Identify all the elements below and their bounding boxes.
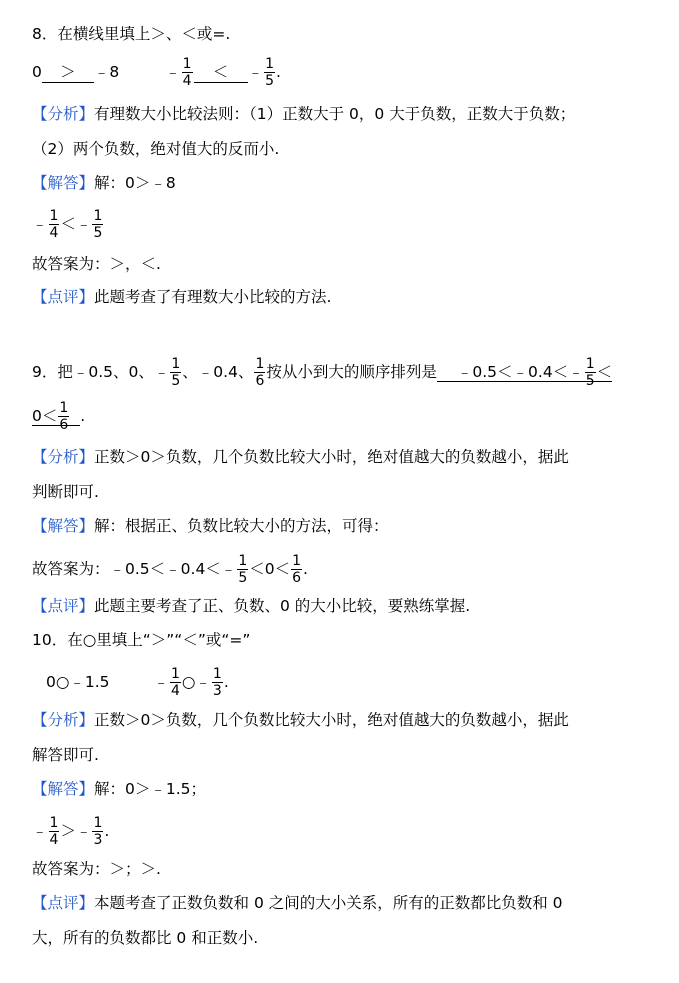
q9-ans-end: . [80,407,86,425]
q10-b-fraction2 [212,666,223,699]
q9-final-fraction1 [237,553,248,586]
q9-final-end: . [303,560,308,578]
q10-ans2-end: . [104,822,110,840]
q8-review-tag: 【点评】 [32,288,95,306]
q10-answer-tag: 【解答】 [32,780,95,798]
q10-analysis-text1: 正数＞0＞负数，几个负数比较大小时，绝对值越大的负数越小，据此 [94,711,569,729]
q8-b-minus1: ﹣ [165,63,181,81]
q8-problem-line [32,56,281,89]
q9-analysis-text1: 正数＞0＞负数，几个负数比较大小时，绝对值越大的负数越小，据此 [94,448,569,466]
q9-ans-lt: ＜ [596,363,613,381]
q8-analysis-line2: （2）两个负数，绝对值大的反而小. [32,140,280,158]
q10-ans2-fraction1 [49,815,60,848]
q8-final-answer: 故答案为：＞，＜. [32,255,161,273]
q10-b-fraction1-den: 4 [170,683,180,699]
q9-stem-line [32,356,612,389]
q9-final-pre: 故答案为：﹣0.5＜﹣0.4＜﹣ [32,560,237,578]
q10-review-tag: 【点评】 [32,894,95,912]
q9-ans-fraction1-den: 5 [585,373,595,389]
q8-b-answer-blank: ＜ [194,62,248,83]
q10-analysis-tag: 【分析】 [32,711,95,729]
q10-a: 0○﹣1.5 [46,673,110,691]
q10-answer-text1: 解：0＞﹣1.5； [94,780,207,798]
q9-stem-pre: 9．把﹣0.5、0、﹣ [32,363,170,381]
q10-ans2-op: ＞﹣ [60,822,92,840]
q9-final-fraction2-den: 6 [292,570,302,586]
q8-analysis-line1 [32,104,575,124]
q9-analysis-tag: 【分析】 [32,448,95,466]
q9-ans-fraction2-num: 1 [59,400,69,416]
q10-b-mid: ○﹣ [181,673,211,691]
q8-a-right: ﹣8 [93,63,120,81]
q9-answer-part1 [437,356,613,389]
q8-b-fraction1 [182,56,193,89]
q9-stem-fraction2 [254,356,265,389]
q10-analysis-line1 [32,710,569,730]
q9-final-fraction1-num: 1 [238,553,248,569]
q10-problem-line [46,666,229,699]
q10-review-line1 [32,893,563,913]
q9-ans-fraction1-num: 1 [585,356,595,372]
q8-analysis-tag: 【分析】 [32,105,95,123]
q9-final-mid: ＜0＜ [249,560,291,578]
q9-ans-part1-text: ﹣0.5＜﹣0.4＜﹣ [456,363,584,381]
q10-b-fraction1 [170,666,181,699]
q9-stem-fraction1-den: 5 [171,373,181,389]
q8-b-fraction1-num: 1 [182,56,192,72]
q10-analysis-line2: 解答即可. [32,746,99,764]
q10-ans2-fraction2-num: 1 [93,815,103,831]
q8-ans2-minus1: ﹣ [32,215,48,233]
q10-stem: 10．在○里填上“＞”“＜”或“=” [32,631,251,649]
q10-answer-line1 [32,779,206,799]
q9-analysis-line2: 判断即可. [32,483,99,501]
q9-ans-fraction2 [58,400,69,433]
q10-b-end: . [223,673,229,691]
q9-answer-text1: 解：根据正、负数比较大小的方法，可得： [94,517,389,535]
q9-answer-line1 [32,516,389,536]
q8-stem: 8．在横线里填上＞、＜或=. [32,25,231,43]
q10-review-line2: 大，所有的负数都比 0 和正数小. [32,929,259,947]
q9-review-text: 此题主要考查了正、负数、0 的大小比较，要熟练掌握. [94,597,471,615]
q10-ans2-minus: ﹣ [32,822,48,840]
q8-a-left: 0 [32,63,42,81]
q10-b-fraction2-num: 1 [212,666,222,682]
q9-final-fraction2-num: 1 [292,553,302,569]
q8-ans2-fraction1-den: 4 [49,225,59,241]
q10-ans2-fraction1-den: 4 [49,832,59,848]
q8-ans2-op: ＜﹣ [60,215,92,233]
q8-ans2-fraction2-num: 1 [93,208,103,224]
q8-b-fraction1-den: 4 [182,73,192,89]
q8-b-fraction2-den: 5 [265,73,274,89]
q10-answer-line2 [32,815,109,848]
q8-answer-line1 [32,173,176,193]
q8-ans2-fraction1-num: 1 [49,208,59,224]
q10-b-minus: ﹣ [153,673,169,691]
q9-stem-fraction2-num: 1 [255,356,265,372]
q10-ans2-fraction2-den: 3 [93,832,103,848]
q10-final-answer: 故答案为：＞；＞. [32,860,161,878]
q9-analysis-line1 [32,447,569,467]
q9-stem-post: 按从小到大的顺序排列是 [266,363,437,381]
q9-final-fraction2 [291,553,302,586]
q9-stem-fraction1 [170,356,181,389]
q8-b-fraction2-num: 1 [265,56,274,72]
q10-ans2-fraction2 [92,815,103,848]
q10-ans2-fraction1-num: 1 [49,815,59,831]
q8-answer-tag: 【解答】 [32,174,95,192]
q10-b-fraction2-den: 3 [212,683,222,699]
q8-b-fraction2 [264,56,275,89]
q8-ans2-fraction1 [49,208,60,241]
q8-ans2-fraction2-den: 5 [93,225,103,241]
q8-review-line [32,287,331,307]
q8-a-answer-blank: ＞ [42,62,94,83]
q8-answer-text1: 解：0＞﹣8 [94,174,176,192]
q9-stem-fraction1-num: 1 [171,356,181,372]
q9-stem-line2 [32,400,85,433]
q8-b-end: . [276,63,281,81]
q10-b-fraction1-num: 1 [170,666,180,682]
q9-answer-tag: 【解答】 [32,517,95,535]
q9-review-tag: 【点评】 [32,597,95,615]
q8-review-text: 此题考查了有理数大小比较的方法. [94,288,332,306]
q8-ans2-fraction2 [92,208,103,241]
q8-answer-line2 [32,208,104,241]
q9-ans-part2-text: 0＜ [32,407,58,425]
q9-ans-fraction1 [585,356,596,389]
q8-b-minus2: ﹣ [247,63,264,81]
q9-stem-fraction2-den: 6 [255,373,265,389]
q9-answer-part2 [32,400,80,433]
q8-analysis-text1: 有理数大小比较法则：（1）正数大于 0，0 大于负数，正数大于负数； [94,105,576,123]
q9-review-line [32,596,470,616]
q10-review-text1: 本题考查了正数负数和 0 之间的大小关系，所有的正数都比负数和 0 [94,894,563,912]
q9-final-fraction1-den: 5 [238,570,248,586]
q9-final-answer [32,553,308,586]
q9-stem-mid: 、﹣0.4、 [182,363,254,381]
q9-ans-fraction2-den: 6 [59,417,69,433]
